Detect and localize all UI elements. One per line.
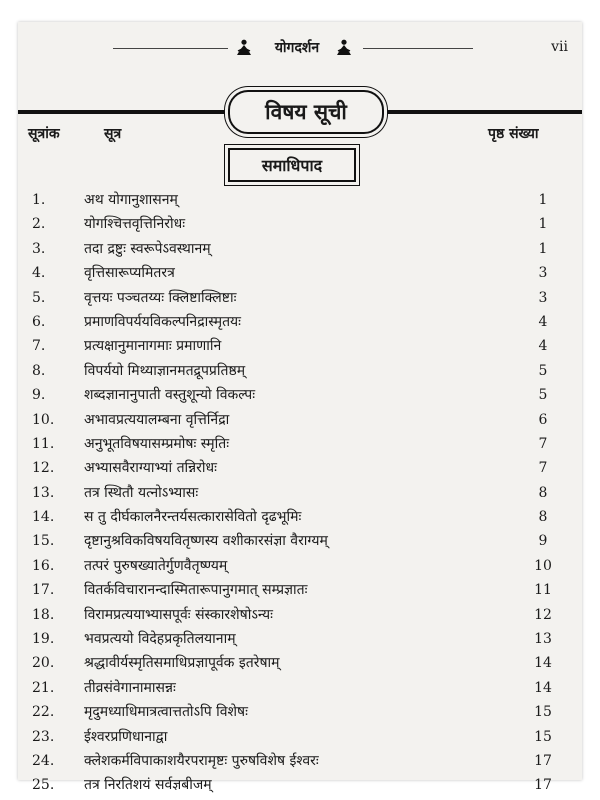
toc-entry	[18, 529, 582, 553]
chapter-title: समाधिपाद	[228, 148, 356, 182]
entry-text: तत्र स्थितौ यत्नोऽभ्यासः	[84, 484, 199, 501]
entry-number: 23.	[32, 728, 55, 745]
toc-entry	[18, 310, 582, 334]
entry-number: 17.	[32, 582, 55, 599]
entry-number: 15.	[32, 533, 55, 550]
toc-entry	[18, 383, 582, 407]
entry-number: 18.	[32, 606, 55, 623]
entry-number: 2.	[32, 216, 46, 233]
entry-text: विरामप्रत्ययाभ्यासपूर्वः संस्कारशेषोऽन्यः	[84, 606, 273, 623]
entry-page: 17	[534, 777, 552, 794]
entry-text: शब्दज्ञानानुपाती वस्तुशून्यो विकल्पः	[84, 387, 256, 404]
entry-number: 19.	[32, 631, 55, 648]
entry-number: 21.	[32, 679, 55, 696]
toc-entry	[18, 456, 582, 480]
section-title: विषय सूची	[228, 90, 384, 134]
toc-entry	[18, 578, 582, 602]
entry-number: 12.	[32, 460, 55, 477]
entry-text: प्रत्यक्षानुमानागमाः प्रमाणानि	[84, 338, 222, 355]
entry-number: 8.	[32, 362, 46, 379]
toc-entry	[18, 261, 582, 285]
toc-entry	[18, 359, 582, 383]
toc-entry	[18, 627, 582, 651]
book-title: योगदर्शन	[274, 40, 320, 56]
toc-entry	[18, 212, 582, 236]
entry-page: 1	[538, 240, 548, 257]
toc-entry	[18, 334, 582, 358]
entry-number: 6.	[32, 313, 46, 330]
entry-number: 3.	[32, 240, 46, 257]
toc-entry	[18, 749, 582, 773]
toc-entry	[18, 237, 582, 261]
entry-text: अनुभूतविषयासम्प्रमोषः स्मृतिः	[84, 435, 230, 452]
toc-entry	[18, 408, 582, 432]
header-rule-left	[113, 48, 228, 49]
entry-page: 9	[538, 533, 548, 550]
toc-entries	[18, 188, 582, 798]
entry-page: 5	[538, 387, 548, 404]
entry-page: 1	[538, 216, 548, 233]
toc-entry	[18, 773, 582, 797]
entry-page: 8	[538, 484, 548, 501]
entry-number: 9.	[32, 387, 46, 404]
entry-page: 17	[534, 752, 552, 769]
entry-text: भवप्रत्ययो विदेहप्रकृतिलयानाम्	[84, 631, 236, 648]
entry-number: 4.	[32, 265, 46, 282]
entry-page: 4	[538, 313, 548, 330]
entry-page: 13	[534, 631, 552, 648]
toc-entry	[18, 286, 582, 310]
toc-entry	[18, 481, 582, 505]
entry-text: वितर्कविचारानन्दास्मितारूपानुगमात् सम्प्रज्ञातः	[84, 582, 308, 599]
entry-number: 25.	[32, 777, 55, 794]
entry-text: तीव्रसंवेगानामासन्नः	[84, 679, 176, 696]
toc-entry	[18, 188, 582, 212]
entry-page: 14	[534, 679, 552, 696]
toc-entry	[18, 676, 582, 700]
toc-entry	[18, 505, 582, 529]
header-rule-right	[363, 48, 473, 49]
entry-number: 16.	[32, 557, 55, 574]
entry-text: अभावप्रत्ययालम्बना वृत्तिर्निद्रा	[84, 411, 230, 428]
page-number: vii	[551, 39, 568, 55]
toc-entry	[18, 603, 582, 627]
entry-number: 22.	[32, 704, 55, 721]
entry-text: दृष्टानुश्रविकविषयवितृष्णस्य वशीकारसंज्ञा वैराग्यम्	[84, 533, 328, 550]
entry-text: प्रमाणविपर्ययविकल्पनिद्रास्मृतयः	[84, 313, 242, 330]
entry-page: 7	[538, 435, 548, 452]
entry-page: 7	[538, 460, 548, 477]
entry-page: 11	[534, 582, 552, 599]
entry-text: अथ योगानुशासनम्	[84, 192, 178, 208]
entry-text: विपर्ययो मिथ्याज्ञानमतद्रूपप्रतिष्ठम्	[84, 362, 246, 379]
entry-text: वृत्तयः पञ्चतय्यः क्लिष्टाक्लिष्टाः	[84, 289, 237, 306]
column-heading-sutra: सूत्र	[104, 126, 122, 142]
meditating-figure-icon	[236, 39, 252, 57]
entry-text: तत्परं पुरुषख्यातेर्गुणवैतृष्ण्यम्	[84, 557, 228, 574]
toc-entry	[18, 725, 582, 749]
entry-page: 15	[534, 704, 552, 721]
toc-entry	[18, 432, 582, 456]
entry-text: योगश्चित्तवृत्तिनिरोधः	[84, 216, 186, 233]
entry-number: 11.	[32, 435, 55, 452]
entry-page: 14	[534, 655, 552, 672]
entry-text: श्रद्धावीर्यस्मृतिसमाधिप्रज्ञापूर्वक इतरेषाम्	[84, 655, 280, 672]
entry-page: 3	[538, 289, 548, 306]
entry-number: 13.	[32, 484, 55, 501]
entry-page: 1	[538, 192, 548, 208]
entry-number: 14.	[32, 509, 55, 526]
column-heading-number: सूत्रांक	[28, 126, 60, 142]
toc-entry	[18, 700, 582, 724]
entry-text: वृत्तिसारूप्यमितरत्र	[84, 265, 175, 282]
entry-page: 10	[534, 557, 552, 574]
entry-text: स तु दीर्घकालनैरन्तर्यसत्कारासेवितो दृढभूमिः	[84, 509, 302, 526]
running-header	[18, 36, 582, 60]
entry-text: मृदुमध्याधिमात्रत्वात्ततोऽपि विशेषः	[84, 704, 248, 721]
entry-page: 3	[538, 265, 548, 282]
entry-number: 1.	[32, 192, 46, 208]
entry-page: 15	[534, 728, 552, 745]
entry-text: ईश्वरप्रणिधानाद्वा	[84, 728, 168, 745]
entry-number: 20.	[32, 655, 55, 672]
entry-number: 5.	[32, 289, 46, 306]
entry-page: 6	[538, 411, 548, 428]
entry-number: 24.	[32, 752, 55, 769]
column-heading-page: पृष्ठ संख्या	[488, 126, 539, 142]
entry-page: 12	[534, 606, 552, 623]
entry-number: 7.	[32, 338, 46, 355]
toc-entry	[18, 554, 582, 578]
meditating-figure-icon	[336, 39, 352, 57]
entry-text: क्लेशकर्मविपाकाशयैरपरामृष्टः पुरुषविशेष ईश्वरः	[84, 752, 319, 769]
entry-text: अभ्यासवैराग्याभ्यां तन्निरोधः	[84, 460, 217, 477]
entry-number: 10.	[32, 411, 55, 428]
entry-page: 8	[538, 509, 548, 526]
toc-entry	[18, 651, 582, 675]
entry-text: तदा द्रष्टुः स्वरूपेऽवस्थानम्	[84, 240, 211, 257]
entry-text: तत्र निरतिशयं सर्वज्ञबीजम्	[84, 777, 212, 794]
entry-page: 5	[538, 362, 548, 379]
book-page	[18, 22, 582, 794]
entry-page: 4	[538, 338, 548, 355]
